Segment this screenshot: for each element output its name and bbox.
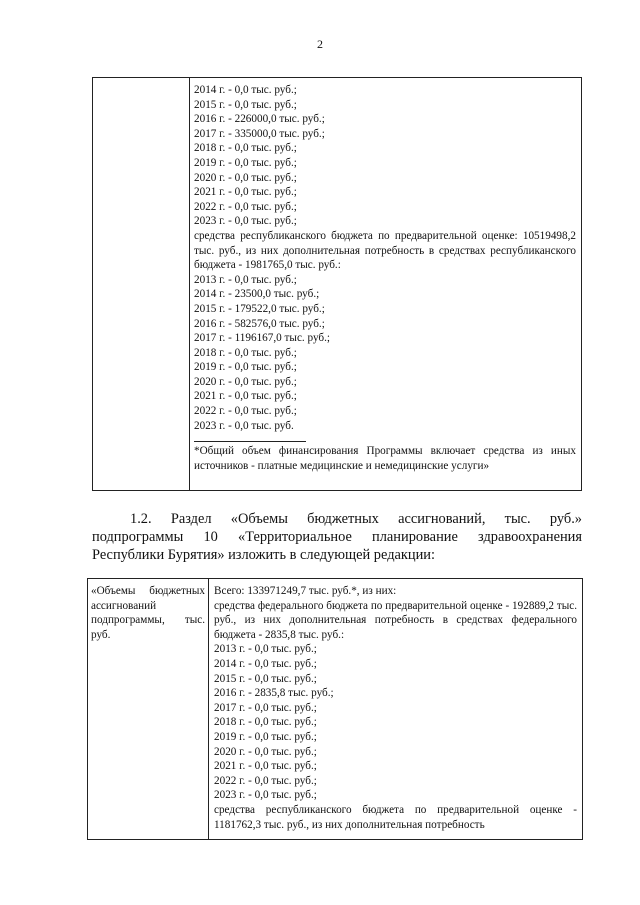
paragraph-text: 1.2. Раздел «Объемы бюджетных ассигнований, тыс. руб.» подпрограммы 10 «Территориальное планирование здравоохранения Республики Бурятия» изложить в следующей редакции:	[92, 511, 582, 563]
year-line: 2015 г. - 0,0 тыс. руб.;	[194, 98, 297, 111]
page-number: 2	[317, 37, 323, 51]
year-line: 2016 г. - 582576,0 тыс. руб.;	[194, 317, 325, 330]
year-line: 2023 г. - 0,0 тыс. руб.	[194, 419, 294, 432]
label-cell: «Объемы бюджетных ассигнований подпрограммы, тыс. руб.	[88, 579, 209, 840]
year-line: 2014 г. - 0,0 тыс. руб.;	[214, 657, 317, 670]
total-line: Всего: 133971249,7 тыс. руб.*, из них:	[214, 585, 397, 597]
year-line: 2014 г. - 0,0 тыс. руб.;	[194, 84, 297, 96]
year-line: 2023 г. - 0,0 тыс. руб.;	[194, 215, 297, 228]
year-line: 2020 г. - 0,0 тыс. руб.;	[194, 171, 297, 184]
year-line: 2021 г. - 0,0 тыс. руб.;	[194, 186, 297, 199]
footnote-separator	[194, 441, 306, 442]
year-line: 2013 г. - 0,0 тыс. руб.;	[214, 643, 317, 656]
year-line: 2021 г. - 0,0 тыс. руб.;	[194, 390, 297, 403]
year-line: 2017 г. - 0,0 тыс. руб.;	[214, 701, 317, 714]
year-line: 2019 г. - 0,0 тыс. руб.;	[214, 730, 317, 743]
year-list-b	[194, 273, 576, 434]
year-line: 2013 г. - 0,0 тыс. руб.;	[194, 273, 297, 286]
year-line: 2018 г. - 0,0 тыс. руб.;	[214, 716, 317, 729]
year-line: 2020 г. - 0,0 тыс. руб.;	[194, 375, 297, 388]
label-cell-empty	[93, 78, 190, 491]
year-line: 2016 г. - 2835,8 тыс. руб.;	[214, 687, 334, 700]
footnote: *Общий объем финансирования Программы включает средства из иных источников - платные медицинские и немедицинские услуги»	[194, 445, 576, 472]
year-line: 2017 г. - 1196167,0 тыс. руб.;	[194, 332, 330, 345]
funding-details-cell	[209, 579, 583, 840]
year-line: 2018 г. - 0,0 тыс. руб.;	[194, 142, 297, 155]
year-line: 2022 г. - 0,0 тыс. руб.;	[194, 405, 297, 418]
year-line: 2017 г. - 335000,0 тыс. руб.;	[194, 127, 325, 140]
year-list	[214, 642, 577, 803]
year-list-a	[194, 83, 576, 229]
year-line: 2016 г. - 226000,0 тыс. руб.;	[194, 113, 325, 126]
year-line: 2019 г. - 0,0 тыс. руб.;	[194, 361, 297, 374]
year-line: 2018 г. - 0,0 тыс. руб.;	[194, 346, 297, 359]
funding-table	[87, 578, 583, 840]
year-line: 2019 г. - 0,0 тыс. руб.;	[194, 156, 297, 169]
year-line: 2015 г. - 0,0 тыс. руб.;	[214, 672, 317, 685]
republican-budget-text: средства республиканского бюджета по предварительной оценке - 1181762,3 тыс. руб., из них дополнительная потребность	[214, 803, 577, 831]
year-line: 2022 г. - 0,0 тыс. руб.;	[194, 200, 297, 213]
year-line: 2015 г. - 179522,0 тыс. руб.;	[194, 302, 325, 315]
year-line: 2020 г. - 0,0 тыс. руб.;	[214, 745, 317, 758]
year-line: 2014 г. - 23500,0 тыс. руб.;	[194, 288, 320, 301]
republican-budget-text: средства республиканского бюджета по предварительной оценке: 10519498,2 тыс. руб., из них дополнительная потребность в средствах республиканского бюджета - 1981765,0 тыс. руб.:	[194, 229, 576, 272]
year-line: 2021 г. - 0,0 тыс. руб.;	[214, 760, 317, 773]
year-line: 2022 г. - 0,0 тыс. руб.;	[214, 774, 317, 787]
funding-table-continued	[92, 77, 582, 491]
year-line: 2023 г. - 0,0 тыс. руб.;	[214, 789, 317, 802]
funding-details-cell	[190, 78, 582, 491]
federal-budget-text: средства федерального бюджета по предварительной оценке - 192889,2 тыс. руб., из них дополнительная потребность в средствах федерального бюджета - 2835,8 тыс. руб.:	[214, 599, 577, 641]
body-paragraph	[92, 510, 582, 564]
